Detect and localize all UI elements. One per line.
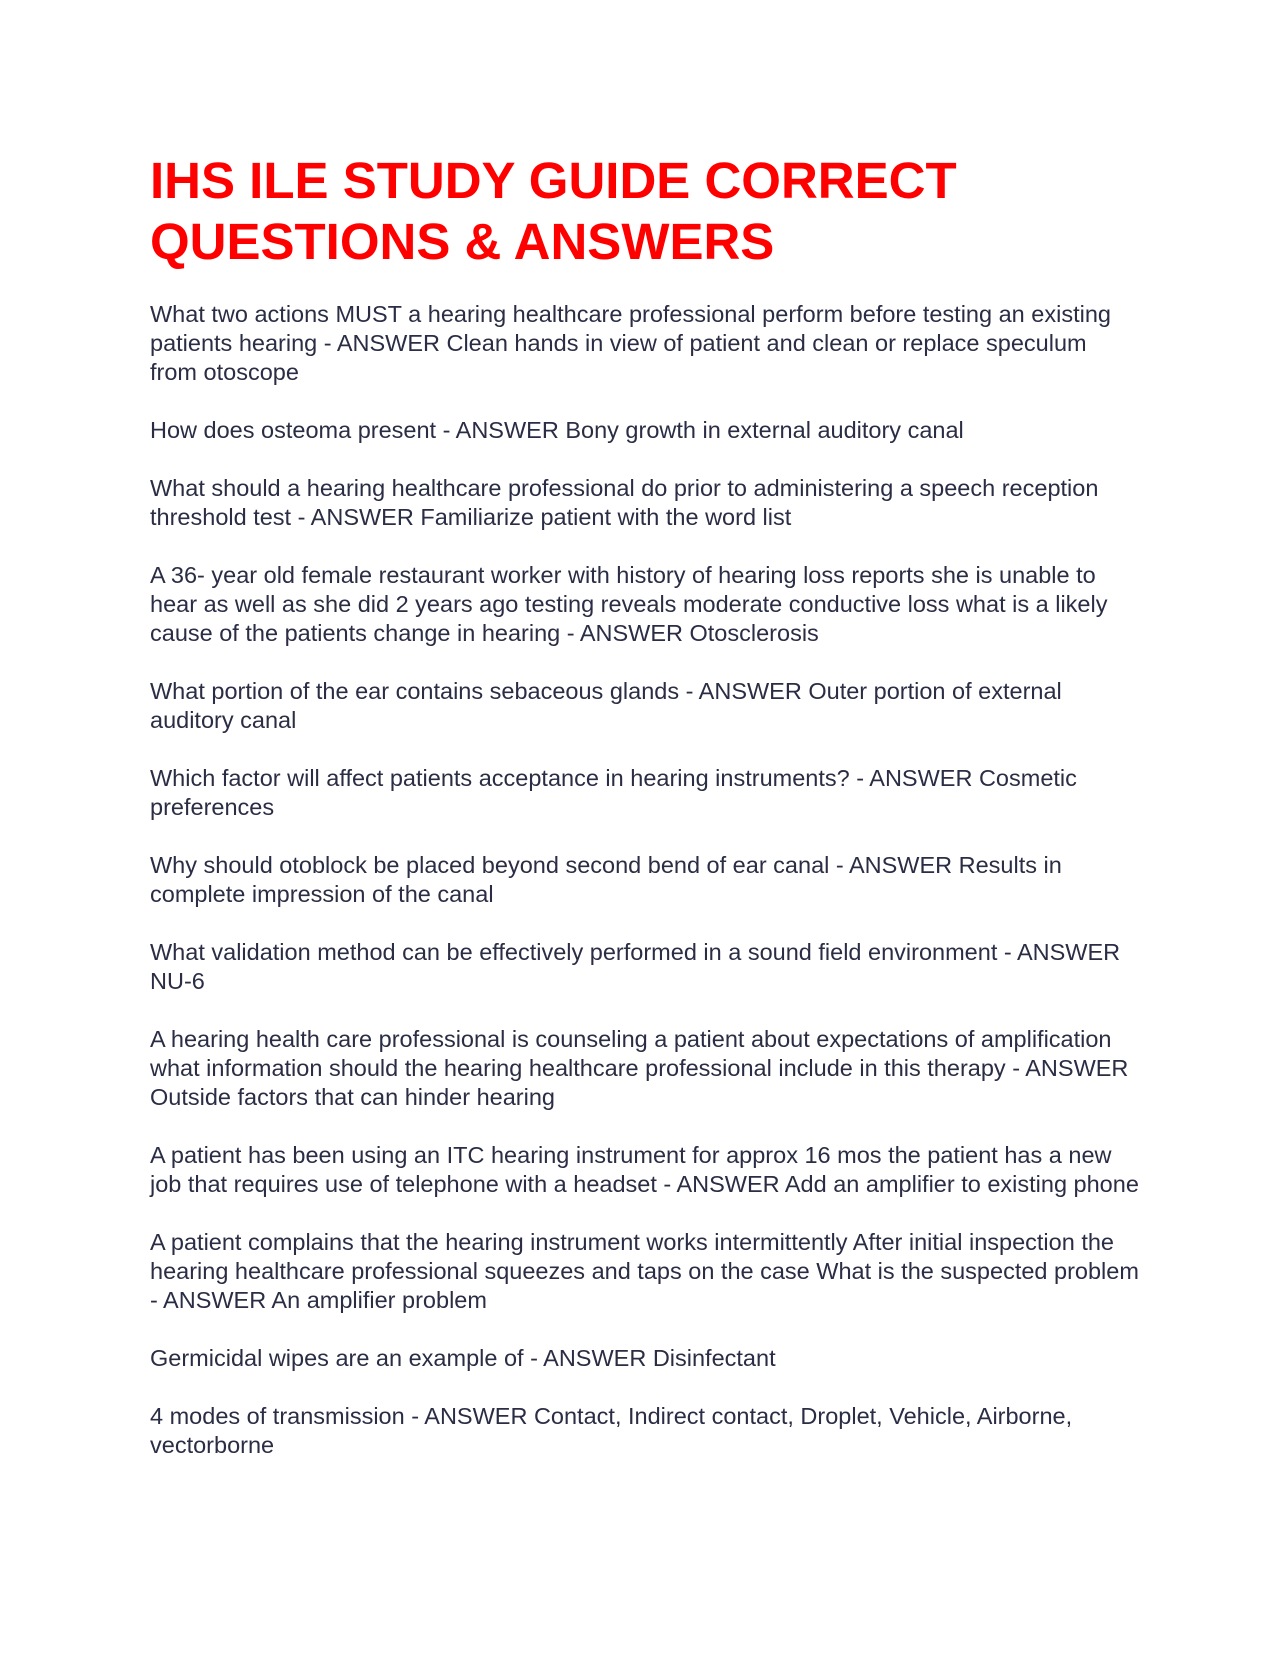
qa-item-8: What validation method can be effectively performed in a sound field environment - ANSWER NU-6 <box>150 939 1121 994</box>
qa-item-11: A patient complains that the hearing instrument works intermittently After initial inspection the hearing healthcare professional squeezes and taps on the case What is the suspected problem - ANSWER An amplifier problem <box>150 1229 1139 1313</box>
qa-item-4: A 36- year old female restaurant worker with history of hearing loss reports she is unable to hear as well as she did 2 years ago testing reveals moderate conductive loss what is a likely cause of the patients change in hearing - ANSWER Otosclerosis <box>150 562 1108 646</box>
qa-item-7: Why should otoblock be placed beyond second bend of ear canal - ANSWER Results in complete impression of the canal <box>150 852 1062 907</box>
qa-item-13: 4 modes of transmission - ANSWER Contact, Indirect contact, Droplet, Vehicle, Airborne, vectorborne <box>150 1403 1073 1458</box>
qa-item-2: How does osteoma present - ANSWER Bony growth in external auditory canal <box>150 417 964 443</box>
qa-item-10: A patient has been using an ITC hearing instrument for approx 16 mos the patient has a new job that requires use of telephone with a headset - ANSWER Add an amplifier to existing phone <box>150 1142 1139 1197</box>
qa-item-12: Germicidal wipes are an example of - ANSWER Disinfectant <box>150 1345 776 1371</box>
qa-item-5: What portion of the ear contains sebaceous glands - ANSWER Outer portion of external auditory canal <box>150 678 1062 733</box>
qa-item-9: A hearing health care professional is counseling a patient about expectations of amplification what information should the hearing healthcare professional include in this therapy - ANSWER Outside factors that can hinder hearing <box>150 1026 1129 1110</box>
document-content <box>150 150 1140 1489</box>
qa-item-1: What two actions MUST a hearing healthcare professional perform before testing an existing patients hearing - ANSWER Clean hands in view of patient and clean or replace speculum from otoscope <box>150 301 1111 385</box>
qa-item-3: What should a hearing healthcare professional do prior to administering a speech reception threshold test - ANSWER Familiarize patient with the word list <box>150 475 1099 530</box>
document-title: IHS ILE STUDY GUIDE CORRECT QUESTIONS & ANSWERS <box>150 152 957 270</box>
qa-item-6: Which factor will affect patients acceptance in hearing instruments? - ANSWER Cosmetic preferences <box>150 765 1077 820</box>
